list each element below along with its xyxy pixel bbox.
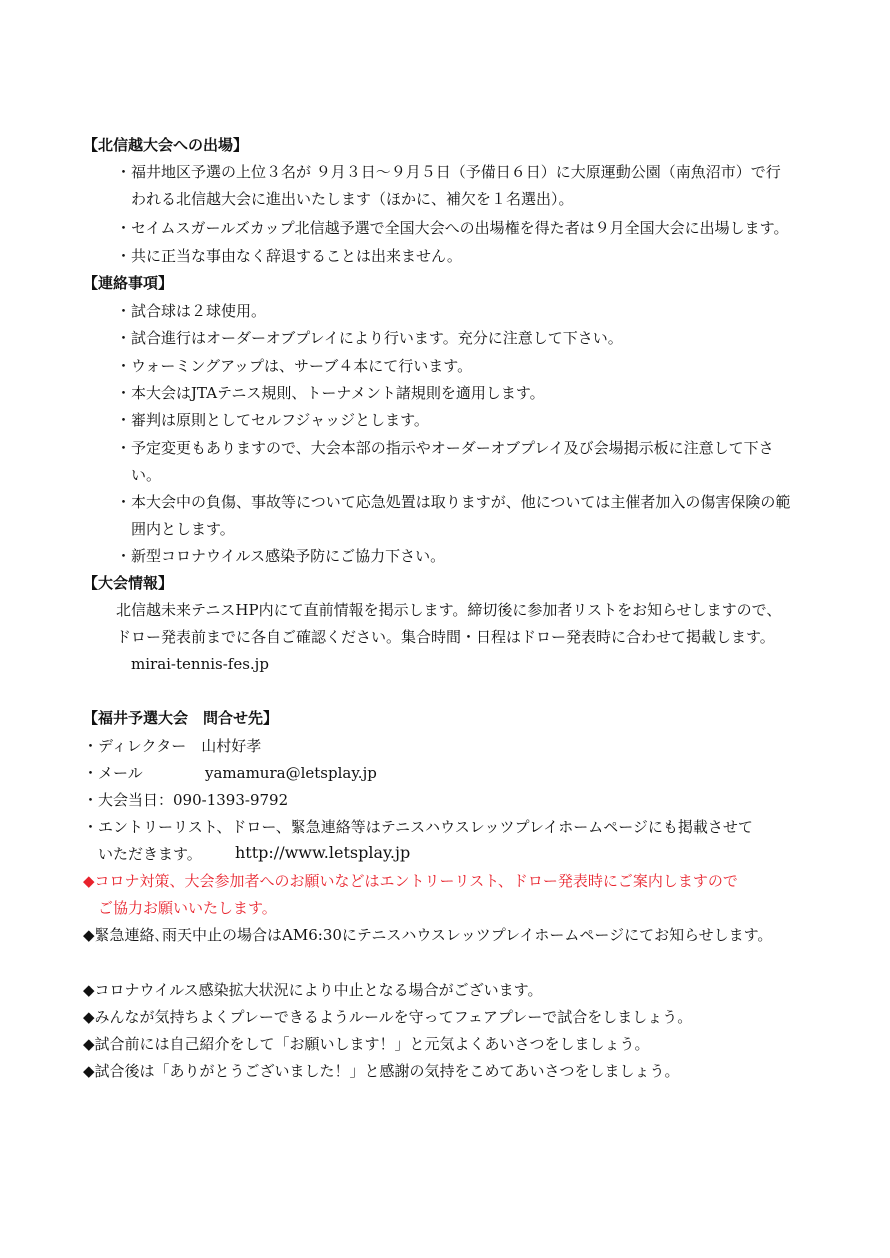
contact-director: ・ディレクター 山村好孝 — [83, 737, 262, 755]
corona-notice-red: ◆コロナ対策、大会参加者へのお願いなどはエントリーリスト、ドロー発表時にご案内しますので — [83, 872, 738, 890]
closing-notice: ◆試合後は「ありがとうございました！」と感謝の気持をこめてあいさつをしましょう。 — [83, 1062, 680, 1080]
section-heading-notices: 【連絡事項】 — [83, 274, 174, 292]
paragraph-line: ドロー発表前までに各自ご確認ください。集合時間・日程はドロー発表時に合わせて掲載します。 — [116, 628, 775, 646]
list-item-continuation: われる北信越大会に進出いたします（ほかに、補欠を１名選出）。 — [131, 190, 574, 208]
section-heading-contact: 【福井予選大会 問合せ先】 — [83, 709, 279, 727]
list-item: ・福井地区予選の上位３名が ９月３日〜９月５日（予備日６日）に大原運動公園（南魚沼市）で行 — [116, 163, 781, 181]
list-item: ・本大会はJTAテニス規則、トーナメント諸規則を適用します。 — [116, 384, 545, 402]
corona-notice-red-continuation: ご協力お願いいたします。 — [98, 899, 277, 917]
list-item: ・エントリーリスト、ドロー、緊急連絡等はテニスハウスレッツプレイホームページにも掲載させて — [83, 818, 753, 836]
closing-notice: ◆コロナウイルス感染拡大状況により中止となる場合がございます。 — [83, 981, 543, 999]
list-item: ・審判は原則としてセルフジャッジとします。 — [116, 411, 429, 429]
contact-mail-label: ・メール — [83, 764, 143, 782]
list-item-continuation: 囲内とします。 — [131, 520, 235, 538]
closing-notice: ◆試合前には自己紹介をして「お願いします！」と元気よくあいさつをしましょう。 — [83, 1035, 650, 1053]
list-item: ・新型コロナウイルス感染予防にご協力下さい。 — [116, 547, 446, 565]
list-item: ・共に正当な事由なく辞退することは出来ません。 — [116, 247, 462, 265]
list-item: ・本大会中の負傷、事故等について応急処置は取りますが、他については主催者加入の傷害保険の範 — [116, 493, 791, 511]
list-item: ・試合球は２球使用。 — [116, 302, 267, 320]
contact-phone: ・大会当日：090-1393-9792 — [83, 791, 289, 809]
rain-notice: ◆緊急連絡､雨天中止の場合はAM6:30にテニスハウスレッツプレイホームページにてお知らせします。 — [83, 926, 773, 944]
section-heading-hokushinetsu: 【北信越大会への出場】 — [83, 136, 249, 154]
paragraph-line: 北信越未来テニスHP内にて直前情報を掲示します。締切後に参加者リストをお知らせしますので、 — [116, 601, 782, 619]
section-heading-tournament-info: 【大会情報】 — [83, 574, 174, 592]
list-item: ・予定変更もありますので、大会本部の指示やオーダーオブプレイ及び会場掲示板に注意して下さ — [116, 439, 774, 457]
list-item: ・ウォーミングアップは、サーブ４本にて行います。 — [116, 357, 473, 375]
website-url: mirai-tennis-fes.jp — [131, 655, 269, 673]
list-item: ・試合進行はオーダーオブプレイにより行います。充分に注意して下さい。 — [116, 329, 623, 347]
letsplay-url: http://www.letsplay.jp — [235, 843, 411, 862]
list-item-continuation: いただきます。 — [98, 845, 202, 863]
contact-mail-address: yamamura@letsplay.jp — [205, 764, 377, 782]
list-item: ・セイムスガールズカップ北信越予選で全国大会への出場権を得た者は９月全国大会に出場します。 — [116, 219, 789, 237]
list-item-continuation: い。 — [131, 466, 162, 484]
closing-notice: ◆みんなが気持ちよくプレーできるようルールを守ってフェアプレーで試合をしましょう。 — [83, 1008, 693, 1026]
